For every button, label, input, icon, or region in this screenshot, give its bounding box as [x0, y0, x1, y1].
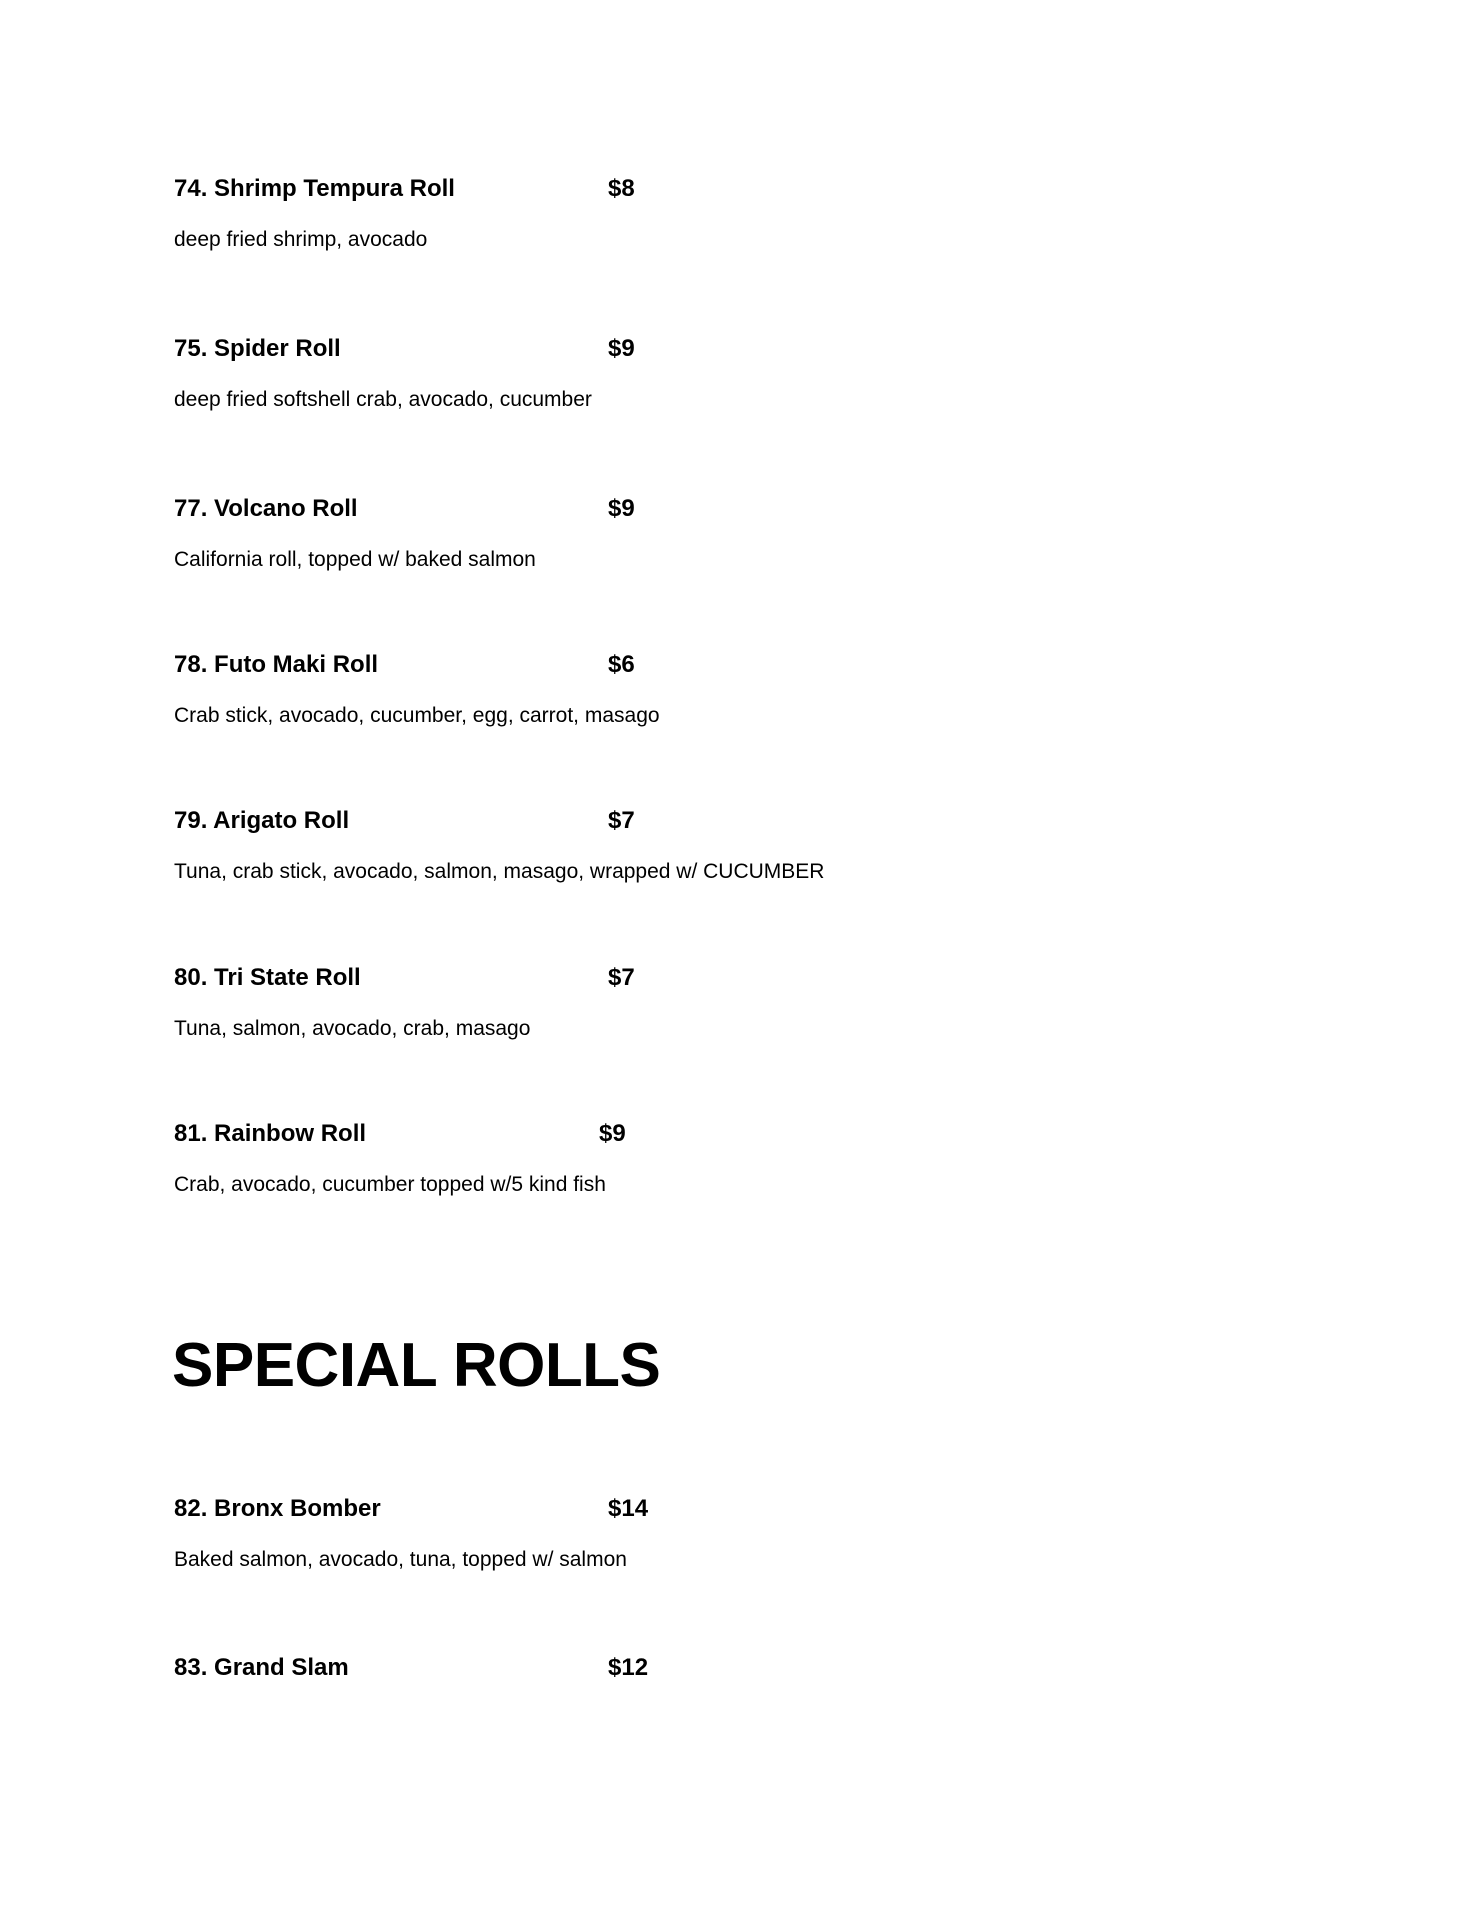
menu-item-name: 77. Volcano Roll	[174, 495, 358, 522]
menu-item-name: 79. Arigato Roll	[174, 807, 350, 834]
menu-item-price: $7	[608, 964, 635, 991]
menu-item-name: 74. Shrimp Tempura Roll	[174, 175, 455, 202]
menu-item-price: $8	[608, 175, 635, 202]
menu-item-price: $7	[608, 807, 635, 834]
menu-item-description: Tuna, salmon, avocado, crab, masago	[174, 1017, 531, 1040]
menu-item-price: $9	[608, 335, 635, 362]
menu-item-description: Tuna, crab stick, avocado, salmon, masago, wrapped w/ CUCUMBER	[174, 860, 825, 883]
menu-item-price: $12	[608, 1654, 649, 1681]
menu-item-description: Crab stick, avocado, cucumber, egg, carrot, masago	[174, 704, 660, 727]
menu-item-name: 75. Spider Roll	[174, 335, 341, 362]
menu-item-price: $14	[608, 1495, 649, 1522]
menu-item-description: deep fried shrimp, avocado	[174, 228, 428, 251]
menu-item-name: 80. Tri State Roll	[174, 964, 361, 991]
menu-item-description: Baked salmon, avocado, tuna, topped w/ salmon	[174, 1548, 627, 1571]
menu-item-description: deep fried softshell crab, avocado, cucumber	[174, 388, 592, 411]
menu-item-name: 78. Futo Maki Roll	[174, 651, 379, 678]
menu-item-name: 83. Grand Slam	[174, 1654, 349, 1681]
menu-item-description: Crab, avocado, cucumber topped w/5 kind fish	[174, 1173, 606, 1196]
menu-item-name: 82. Bronx Bomber	[174, 1495, 381, 1522]
menu-item-description: California roll, topped w/ baked salmon	[174, 548, 536, 571]
menu-item-price: $6	[608, 651, 635, 678]
menu-item-name: 81. Rainbow Roll	[174, 1120, 367, 1147]
menu-item-price: $9	[608, 495, 635, 522]
section-heading-special-rolls: SPECIAL ROLLS	[172, 1331, 661, 1400]
menu-item-price: $9	[599, 1120, 626, 1147]
